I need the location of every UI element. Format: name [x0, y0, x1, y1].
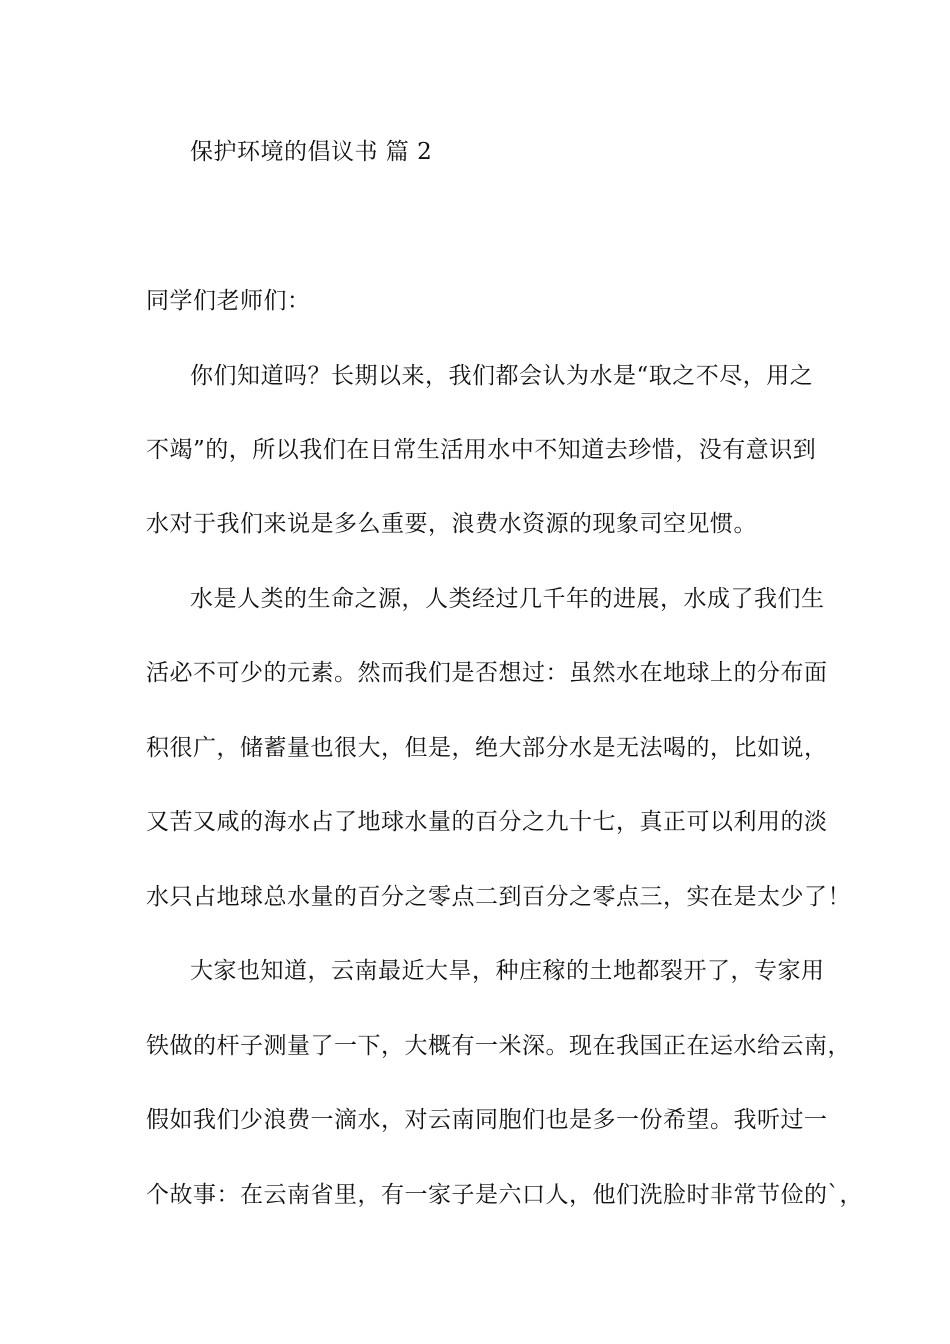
text-line: 水只占地球总水量的百分之零点二到百分之零点三，实在是太少了！ [146, 884, 851, 910]
text-line: 不竭”的，所以我们在日常生活用水中不知道去珍惜，没有意识到 [146, 437, 817, 463]
text-line: 又苦又咸的海水占了地球水量的百分之九十七，真正可以利用的淡 [146, 809, 828, 835]
text-line: 假如我们少浪费一滴水，对云南同胞们也是多一份希望。我听过一 [146, 1107, 828, 1133]
text-line: 积很广，储蓄量也很大，但是，绝大部分水是无法喝的，比如说， [146, 735, 828, 761]
text-line: 活必不可少的元素。然而我们是否想过：虽然水在地球上的分布面 [146, 660, 828, 686]
salutation: 同学们老师们： [146, 288, 311, 314]
text-line: 水是人类的生命之源，人类经过几千年的进展，水成了我们生 [190, 586, 825, 612]
text-line: 水对于我们来说是多么重要，浪费水资源的现象司空见惯。 [146, 511, 757, 537]
text-line: 个故事：在云南省里，有一家子是六口人，他们洗脸时非常节俭的`， [146, 1182, 863, 1208]
document-title: 保护环境的倡议书 篇 2 [190, 139, 433, 165]
text-line: 铁做的杆子测量了一下，大概有一米深。现在我国正在运水给云南， [146, 1033, 851, 1059]
text-line: 大家也知道，云南最近大旱，种庄稼的土地都裂开了，专家用 [190, 958, 825, 984]
text-line: 你们知道吗？长期以来，我们都会认为水是“取之不尽，用之 [190, 363, 814, 389]
